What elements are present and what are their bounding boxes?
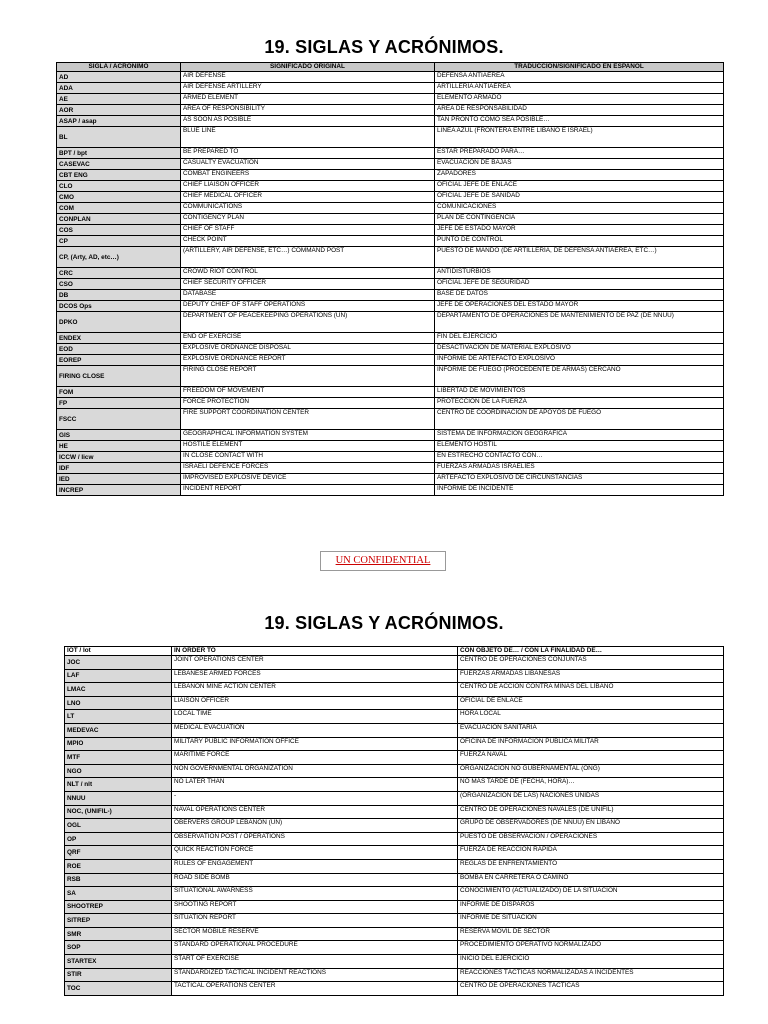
original-meaning-cell: CHECK POINT — [181, 236, 435, 247]
original-meaning-cell: CONTIGENCY PLAN — [181, 214, 435, 225]
original-meaning-cell: CHIEF LIAISON OFFICER — [181, 181, 435, 192]
acronym-cell: INCREP — [57, 485, 181, 496]
original-meaning-cell: RULES OF ENGAGEMENT — [172, 859, 458, 873]
table-row — [57, 344, 724, 355]
original-meaning-cell: INCIDENT REPORT — [181, 485, 435, 496]
acronym-cell: ENDEX — [57, 333, 181, 344]
translation-cell: REACCIONES TÁCTICAS NORMALIZADAS A INCIDENTES — [458, 968, 724, 982]
acronym-cell: AOR — [57, 105, 181, 116]
table-row — [57, 181, 724, 192]
table-row — [65, 791, 724, 805]
original-meaning-cell: ISRAELI DEFENCE FORCES — [181, 463, 435, 474]
acronym-cell: NNUU — [65, 791, 172, 805]
table-row — [57, 225, 724, 236]
acronym-cell: SITREP — [65, 914, 172, 928]
table-row — [65, 737, 724, 751]
translation-cell: TAN PRONTO COMO SEA POSIBLE… — [435, 116, 724, 127]
table-row — [57, 430, 724, 441]
table-row — [57, 268, 724, 279]
acronym-cell: NOC, (UNIFIL-) — [65, 805, 172, 819]
translation-cell: OFICIAL JEFE DE SANIDAD — [435, 192, 724, 203]
column-header-original: SIGNIFICADO ORIGINAL — [181, 63, 435, 72]
table-row — [57, 148, 724, 159]
acronym-cell: CP — [57, 236, 181, 247]
acronym-cell: JOC — [65, 656, 172, 670]
table-row — [57, 301, 724, 312]
acronym-cell: CLO — [57, 181, 181, 192]
translation-cell: OFICIAL DE ENLACE — [458, 696, 724, 710]
original-meaning-cell: AIR DEFENSE — [181, 72, 435, 83]
translation-cell: ANTIDISTURBIOS — [435, 268, 724, 279]
translation-cell: ZAPADORES — [435, 170, 724, 181]
column-header-translation: TRADUCCIÓN/SIGNIFICADO EN ESPAÑOL — [435, 63, 724, 72]
acronym-cell: FSCC — [57, 409, 181, 430]
table-row — [65, 669, 724, 683]
translation-cell: COMUNICACIONES — [435, 203, 724, 214]
translation-cell: DESACTIVACIÓN DE MATERIAL EXPLOSIVO — [435, 344, 724, 355]
acronym-table-1 — [56, 62, 724, 496]
table-row — [57, 355, 724, 366]
page-title: 19. SIGLAS Y ACRÓNIMOS. — [264, 37, 504, 57]
translation-cell: OFICINA DE INFORMACIÓN PUBLICA MILITAR — [458, 737, 724, 751]
original-meaning-cell: ARMED ELEMENT — [181, 94, 435, 105]
table-row — [57, 192, 724, 203]
translation-cell: PUNTO DE CONTROL — [435, 236, 724, 247]
original-meaning-cell: START OF EXERCISE — [172, 955, 458, 969]
translation-cell: BOMBA EN CARRETERA O CAMINO — [458, 873, 724, 887]
original-meaning-cell: AREA OF RESPONSIBILITY — [181, 105, 435, 116]
translation-cell: CENTRO DE OPERACIONES CONJUNTAS — [458, 656, 724, 670]
acronym-cell: DCOS Ops — [57, 301, 181, 312]
translation-cell: ESTAR PREPARADO PARA… — [435, 148, 724, 159]
translation-cell: CENTRO DE COORDINACIÓN DE APOYOS DE FUEGO — [435, 409, 724, 430]
acronym-cell: COM — [57, 203, 181, 214]
original-meaning-cell: IN ORDER TO — [172, 647, 458, 656]
acronym-cell: BL — [57, 127, 181, 148]
acronym-cell: AD — [57, 72, 181, 83]
acronym-cell: LT — [65, 710, 172, 724]
original-meaning-cell: BLUE LINE — [181, 127, 435, 148]
acronym-cell: ROE — [65, 859, 172, 873]
acronym-cell: SOP — [65, 941, 172, 955]
table-row — [65, 887, 724, 901]
acronym-cell: SMR — [65, 927, 172, 941]
original-meaning-cell: CHIEF OF STAFF — [181, 225, 435, 236]
table-row — [65, 941, 724, 955]
original-meaning-cell: LIAISON OFFICER — [172, 696, 458, 710]
original-meaning-cell: COMBAT ENGINEERS — [181, 170, 435, 181]
table-row — [57, 170, 724, 181]
acronym-cell: HE — [57, 441, 181, 452]
original-meaning-cell: SECTOR MOBILE RESERVE — [172, 927, 458, 941]
acronym-cell: NGO — [65, 764, 172, 778]
translation-cell: GRUPO DE OBSERVADORES (DE NNUU) EN LÍBANO — [458, 819, 724, 833]
table-row — [65, 927, 724, 941]
acronym-table-2 — [64, 646, 724, 996]
table-row — [65, 819, 724, 833]
translation-cell: ELEMENTO HOSTIL — [435, 441, 724, 452]
table-row — [57, 333, 724, 344]
original-meaning-cell: GEOGRAPHICAL INFORMATION SYSTEM — [181, 430, 435, 441]
table-row — [57, 127, 724, 148]
translation-cell: CENTRO DE OPERACIONES NAVALES (DE UNIFIL) — [458, 805, 724, 819]
table-row — [65, 859, 724, 873]
translation-cell: CENTRO DE OPERACIONES TÁCTICAS — [458, 982, 724, 996]
table-row — [57, 452, 724, 463]
original-meaning-cell: STANDARD OPERATIONAL PROCEDURE — [172, 941, 458, 955]
original-meaning-cell: EXPLOSIVE ORDNANCE DISPOSAL — [181, 344, 435, 355]
table-row — [57, 247, 724, 268]
table-header-row — [57, 63, 724, 72]
table-row — [65, 696, 724, 710]
original-meaning-cell: CROWD RIOT CONTROL — [181, 268, 435, 279]
original-meaning-cell: NON GOVERNMENTAL ORGANIZATION — [172, 764, 458, 778]
acronym-cell: STARTEX — [65, 955, 172, 969]
acronym-cell: TOC — [65, 982, 172, 996]
original-meaning-cell: TACTICAL OPERATIONS CENTER — [172, 982, 458, 996]
acronym-cell: AE — [57, 94, 181, 105]
table-row — [57, 290, 724, 301]
original-meaning-cell: BE PREPARED TO — [181, 148, 435, 159]
acronym-cell: QRF — [65, 846, 172, 860]
translation-cell: LINEA AZUL (FRONTERA ENTRE LIBANO E ISRAEL) — [435, 127, 724, 148]
acronym-cell: BPT / bpt — [57, 148, 181, 159]
original-meaning-cell: DATABASE — [181, 290, 435, 301]
page-title: 19. SIGLAS Y ACRÓNIMOS. — [264, 613, 504, 633]
translation-cell: INFORME DE ARTEFACTO EXPLOSIVO — [435, 355, 724, 366]
acronym-cell: ASAP / asap — [57, 116, 181, 127]
translation-cell: CONOCIMIENTO (ACTUALIZADO) DE LA SITUACIÓN — [458, 887, 724, 901]
original-meaning-cell: DEPARTMENT OF PEACEKEEPING OPERATIONS (UN) — [181, 312, 435, 333]
table-row — [57, 279, 724, 290]
table-row — [57, 398, 724, 409]
acronym-cell: CMO — [57, 192, 181, 203]
acronym-cell: ADA — [57, 83, 181, 94]
table-row — [57, 485, 724, 496]
table-row — [65, 900, 724, 914]
translation-cell: RESERVA MOVIL DE SECTOR — [458, 927, 724, 941]
translation-cell: BASE DE DATOS — [435, 290, 724, 301]
acronym-cell: CSO — [57, 279, 181, 290]
original-meaning-cell: FORCE PROTECTION — [181, 398, 435, 409]
translation-cell: OFICIAL JEFE DE ENLACE — [435, 181, 724, 192]
table-row — [57, 94, 724, 105]
table-row — [65, 805, 724, 819]
translation-cell: PROCEDIMIENTO OPERATIVO NORMALIZADO — [458, 941, 724, 955]
translation-cell: DEFENSA ANTIAÉREA — [435, 72, 724, 83]
original-meaning-cell: COMMUNICATIONS — [181, 203, 435, 214]
original-meaning-cell: ROAD SIDE BOMB — [172, 873, 458, 887]
translation-cell: PROTECCIÓN DE LA FUERZA — [435, 398, 724, 409]
acronym-cell: CP, (Arty, AD, etc…) — [57, 247, 181, 268]
acronym-cell: OP — [65, 832, 172, 846]
original-meaning-cell: QUICK REACTION FORCE — [172, 846, 458, 860]
original-meaning-cell: AIR DEFENSE ARTILLERY — [181, 83, 435, 94]
translation-cell: PUESTO DE OBSERVACIÓN / OPERACIONES — [458, 832, 724, 846]
table-row — [65, 982, 724, 996]
translation-cell: INFORME DE SITUACIÓN — [458, 914, 724, 928]
acronym-cell: LMAC — [65, 683, 172, 697]
translation-cell: INFORME DE INCIDENTE — [435, 485, 724, 496]
translation-cell: SISTEMA DE INFORMACIÓN GEOGRAFICA — [435, 430, 724, 441]
translation-cell: LIBERTAD DE MOVIMIENTOS — [435, 387, 724, 398]
translation-cell: CON OBJETO DE… / CON LA FINALIDAD DE… — [458, 647, 724, 656]
translation-cell: INICIO DEL EJERCICIO — [458, 955, 724, 969]
original-meaning-cell: IN CLOSE CONTACT WITH — [181, 452, 435, 463]
original-meaning-cell: IMPROVISED EXPLOSIVE DEVICE — [181, 474, 435, 485]
original-meaning-cell: LEBANON MINE ACTION CENTER — [172, 683, 458, 697]
translation-cell: JEFE DE OPERACIONES DEL ESTADO MAYOR — [435, 301, 724, 312]
original-meaning-cell: - — [172, 791, 458, 805]
table-row — [57, 463, 724, 474]
acronym-cell: IOT / Iot — [65, 647, 172, 656]
acronym-cell: SHOOTREP — [65, 900, 172, 914]
translation-cell: REGLAS DE ENFRENTAMIENTO — [458, 859, 724, 873]
original-meaning-cell: MARITIME FORCE — [172, 751, 458, 765]
acronym-cell: EOREP — [57, 355, 181, 366]
translation-cell: CENTRO DE ACCIÓN CONTRA MINAS DEL LÍBANO — [458, 683, 724, 697]
table-row — [57, 83, 724, 94]
table-row — [65, 647, 724, 656]
table-row — [65, 846, 724, 860]
acronym-cell: SA — [65, 887, 172, 901]
table-row — [57, 105, 724, 116]
original-meaning-cell: DEPUTY CHIEF OF STAFF OPERATIONS — [181, 301, 435, 312]
original-meaning-cell: EXPLOSIVE ORDNANCE REPORT — [181, 355, 435, 366]
table-row — [57, 72, 724, 83]
acronym-cell: COS — [57, 225, 181, 236]
translation-cell: DEPARTAMENTO DE OPERACIONES DE MANTENIMIENTO DE PAZ (DE NNUU) — [435, 312, 724, 333]
translation-cell: EVACUACIÓN SANITARIA — [458, 723, 724, 737]
translation-cell: ELEMENTO ARMADO — [435, 94, 724, 105]
translation-cell: INFORME DE DISPAROS — [458, 900, 724, 914]
translation-cell: AREA DE RESPONSABILIDAD — [435, 105, 724, 116]
table-row — [57, 116, 724, 127]
table-row — [57, 409, 724, 430]
table-row — [57, 203, 724, 214]
table-row — [65, 914, 724, 928]
translation-cell: ARTEFACTO EXPLOSIVO DE CIRCUNSTANCIAS — [435, 474, 724, 485]
table-row — [57, 312, 724, 333]
table-row — [57, 387, 724, 398]
original-meaning-cell: CHIEF SECURITY OFFICER — [181, 279, 435, 290]
acronym-cell: FP — [57, 398, 181, 409]
original-meaning-cell: FREEDOM OF MOVEMENT — [181, 387, 435, 398]
table-row — [57, 214, 724, 225]
table-row — [65, 683, 724, 697]
original-meaning-cell: MEDICAL EVACUATION — [172, 723, 458, 737]
acronym-cell: EOD — [57, 344, 181, 355]
original-meaning-cell: SITUATIONAL AWARNESS — [172, 887, 458, 901]
original-meaning-cell: JOINT OPERATIONS CENTER — [172, 656, 458, 670]
original-meaning-cell: NAVAL OPERATIONS CENTER — [172, 805, 458, 819]
acronym-cell: FOM — [57, 387, 181, 398]
acronym-cell: NLT / nlt — [65, 778, 172, 792]
original-meaning-cell: OBERVERS GROUP LEBANON (UN) — [172, 819, 458, 833]
table-row — [65, 723, 724, 737]
table-row — [57, 441, 724, 452]
acronym-cell: CASEVAC — [57, 159, 181, 170]
translation-cell: FUERZA DE REACCIÓN RÁPIDA — [458, 846, 724, 860]
acronym-cell: DPKO — [57, 312, 181, 333]
classification-stamp: UN CONFIDENTIAL — [320, 551, 446, 571]
acronym-cell: CRC — [57, 268, 181, 279]
original-meaning-cell: FIRING CLOSE REPORT — [181, 366, 435, 387]
translation-cell: EN ESTRECHO CONTACTO CON… — [435, 452, 724, 463]
column-header-acronym: SIGLA / ACRÓNIMO — [57, 63, 181, 72]
acronym-cell: ICCW / Iicw — [57, 452, 181, 463]
table-row — [65, 656, 724, 670]
translation-cell: ARTILLERÍA ANTIAÉREA — [435, 83, 724, 94]
table-row — [65, 751, 724, 765]
original-meaning-cell: SHOOTING REPORT — [172, 900, 458, 914]
table-row — [65, 832, 724, 846]
acronym-cell: IED — [57, 474, 181, 485]
translation-cell: FUERZAS ARMADAS ISRAELÍES — [435, 463, 724, 474]
translation-cell: EVACUACIÓN DE BAJAS — [435, 159, 724, 170]
table-row — [57, 474, 724, 485]
translation-cell: HORA LOCAL — [458, 710, 724, 724]
table-row — [65, 873, 724, 887]
table-row — [65, 710, 724, 724]
original-meaning-cell: MILITARY PUBLIC INFORMATION OFFICE — [172, 737, 458, 751]
original-meaning-cell: OBSERVATION POST / OPERATIONS — [172, 832, 458, 846]
table-row — [57, 366, 724, 387]
original-meaning-cell: END OF EXERCISE — [181, 333, 435, 344]
translation-cell: OFICIAL JEFE DE SEGURIDAD — [435, 279, 724, 290]
translation-cell: ORGANIZACIÓN NO GUBERNAMENTAL (ONG) — [458, 764, 724, 778]
acronym-cell: MTF — [65, 751, 172, 765]
translation-cell: INFORME DE FUEGO (PROCEDENTE DE ARMAS) CERCANO — [435, 366, 724, 387]
original-meaning-cell: FIRE SUPPORT COORDINATION CENTER — [181, 409, 435, 430]
original-meaning-cell: NO LATER THAN — [172, 778, 458, 792]
acronym-cell: CONPLAN — [57, 214, 181, 225]
acronym-cell: GIS — [57, 430, 181, 441]
translation-cell: (ORGANIZACIÓN DE LAS) NACIONES UNIDAS — [458, 791, 724, 805]
acronym-cell: OGL — [65, 819, 172, 833]
original-meaning-cell: CASUALTY EVACUATION — [181, 159, 435, 170]
original-meaning-cell: (ARTILLERY, AIR DEFENSE, ETC…) COMMAND POST — [181, 247, 435, 268]
original-meaning-cell: CHIEF MEDICAL OFFICER — [181, 192, 435, 203]
acronym-cell: RSB — [65, 873, 172, 887]
original-meaning-cell: LOCAL TIME — [172, 710, 458, 724]
original-meaning-cell: HOSTILE ELEMENT — [181, 441, 435, 452]
translation-cell: PLAN DE CONTINGENCIA — [435, 214, 724, 225]
acronym-cell: LAF — [65, 669, 172, 683]
original-meaning-cell: SITUATION REPORT — [172, 914, 458, 928]
table-row — [57, 236, 724, 247]
acronym-cell: IDF — [57, 463, 181, 474]
translation-cell: JEFE DE ESTADO MAYOR — [435, 225, 724, 236]
acronym-cell: CBT ENG — [57, 170, 181, 181]
acronym-cell: MEDEVAC — [65, 723, 172, 737]
original-meaning-cell: LEBANESE ARMED FORCES — [172, 669, 458, 683]
translation-cell: FIN DEL EJERCICIO — [435, 333, 724, 344]
table-row — [65, 778, 724, 792]
original-meaning-cell: STANDARDIZED TACTICAL INCIDENT REACTIONS — [172, 968, 458, 982]
acronym-cell: DB — [57, 290, 181, 301]
translation-cell: PUESTO DE MANDO (DE ARTILLERÍA, DE DEFENSA ANTIAÉREA, ETC…) — [435, 247, 724, 268]
acronym-cell: STIR — [65, 968, 172, 982]
original-meaning-cell: AS SOON AS POSIBLE — [181, 116, 435, 127]
table-row — [65, 955, 724, 969]
table-row — [65, 968, 724, 982]
acronym-cell: FIRING CLOSE — [57, 366, 181, 387]
acronym-cell: MPIO — [65, 737, 172, 751]
translation-cell: FUERZA NAVAL — [458, 751, 724, 765]
translation-cell: NO MÁS TARDE DE (FECHA, HORA)… — [458, 778, 724, 792]
translation-cell: FUERZAS ARMADAS LIBANESAS — [458, 669, 724, 683]
table-row — [65, 764, 724, 778]
table-row — [57, 159, 724, 170]
acronym-cell: LNO — [65, 696, 172, 710]
